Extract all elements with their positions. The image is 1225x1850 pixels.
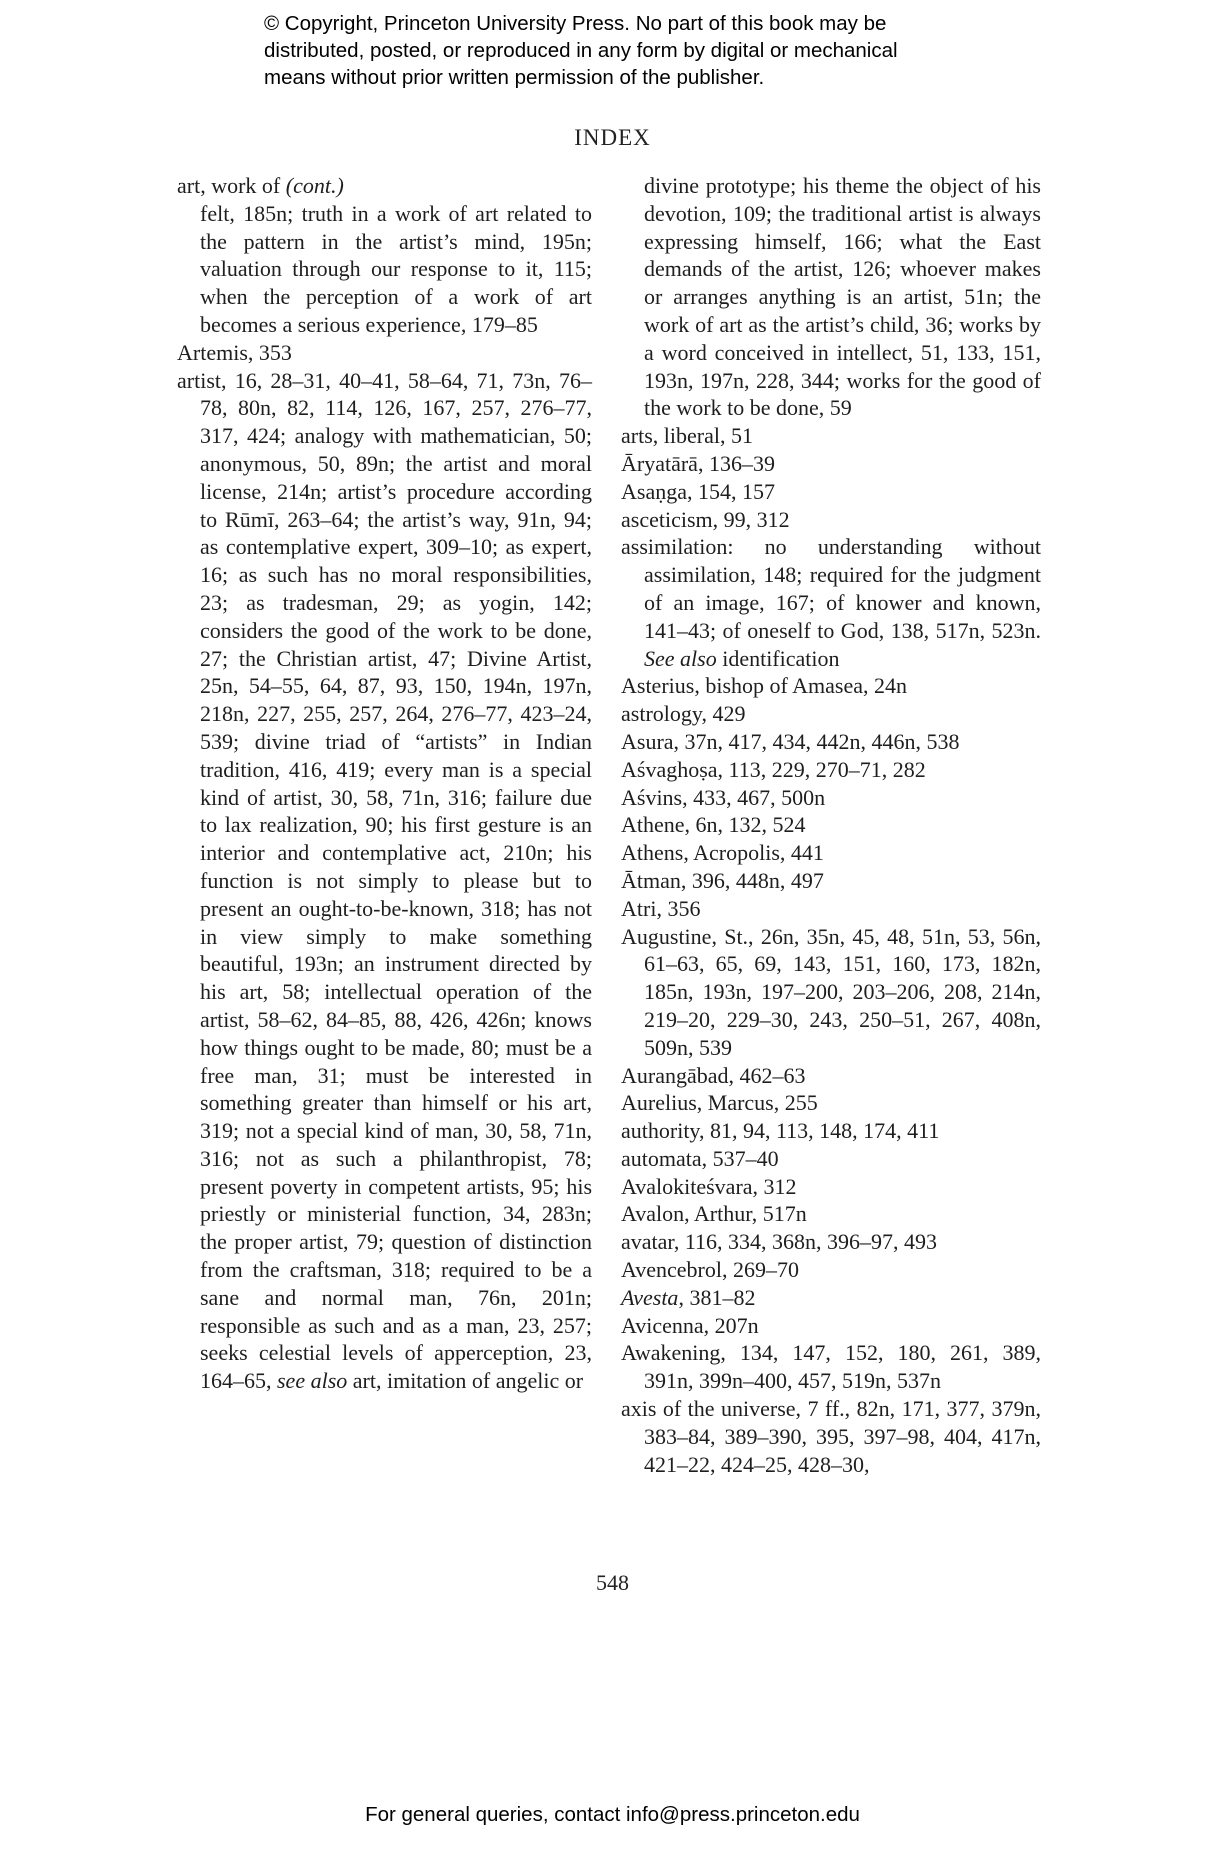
copyright-notice xyxy=(264,10,984,91)
index-entry: astrology, 429 xyxy=(621,701,746,727)
see-also-label: see also xyxy=(277,1368,348,1394)
index-entry xyxy=(621,1284,1041,1312)
index-entry: asceticism, 99, 312 xyxy=(621,506,790,532)
index-entry: Asura, 37n, 417, 434, 442n, 446n, 538 xyxy=(621,728,960,754)
index-entry: Asterius, bishop of Amasea, 24n xyxy=(621,673,907,699)
index-entry: Atri, 356 xyxy=(621,895,701,921)
index-entry xyxy=(177,367,592,1395)
see-also-reference: identification xyxy=(716,645,840,671)
index-entry: Augustine, St., 26n, 35n, 45, 48, 51n, 53, 56n, 61–63, 65, 69, 143, 151, 160, 173, 182n, 185n, 193n, 197–200, 203–206, 208, 214n, 219–20, 229–30, 243, 250–51, 267, 408n, 509n, 539 xyxy=(621,923,1041,1060)
index-continuation: divine prototype; his theme the object of his devotion, 109; the traditional artist is always expressing himself, 166; what the East demands of the artist, 126; whoever makes or arranges anything is an artist, 51n; the work of art as the artist’s child, 36; works by a word conceived in intellect, 51, 133, 151, 193n, 197n, 228, 344; works for the good of the work to be done, 59 xyxy=(644,173,1041,421)
index-entry: Athene, 6n, 132, 524 xyxy=(621,812,806,838)
index-entry: axis of the universe, 7 ff., 82n, 171, 377, 379n, 383–84, 389–390, 395, 397–98, 404, 417n, 421–22, 424–25, 428–30, xyxy=(621,1396,1041,1477)
index-entry: Āryatārā, 136–39 xyxy=(621,450,775,476)
index-entry: Aśvaghoṣa, 113, 229, 270–71, 282 xyxy=(621,756,926,782)
index-heading: art, work of xyxy=(177,173,286,198)
index-entry-pages: , 381–82 xyxy=(678,1284,756,1310)
index-entry: Avicenna, 207n xyxy=(621,1312,759,1338)
index-entry xyxy=(177,172,592,200)
page-title: INDEX xyxy=(574,125,651,150)
index-entry: Artemis, 353 xyxy=(177,339,292,365)
index-entry: Aurangābad, 462–63 xyxy=(621,1062,806,1088)
index-entry: Ātman, 396, 448n, 497 xyxy=(621,867,824,893)
index-entry: avatar, 116, 334, 368n, 396–97, 493 xyxy=(621,1229,938,1255)
index-entry: Avalokiteśvara, 312 xyxy=(621,1173,797,1199)
index-entry: Awakening, 134, 147, 152, 180, 261, 389, 391n, 399n–400, 457, 519n, 537n xyxy=(621,1340,1041,1394)
see-also-label: See also xyxy=(644,645,717,671)
index-entry: Aśvins, 433, 467, 500n xyxy=(621,784,826,810)
index-entry: Athens, Acropolis, 441 xyxy=(621,840,824,866)
index-entry-title: Avesta xyxy=(621,1284,679,1310)
page-number: 548 xyxy=(596,1570,629,1595)
copyright-line: means without prior written permission of the publisher. xyxy=(264,66,765,89)
index-entry-text: artist, 16, 28–31, 40–41, 58–64, 71, 73n, 76–78, 80n, 82, 114, 126, 167, 257, 276–77, 317, 424; analogy with mathematician, 50; anonymous, 50, 89n; the artist and moral license, 214n; artist’s procedure according to Rūmī, 263–64; the artist’s way, 91n, 94; as contemplative expert, 309–10; as expert, 16; as such has no moral responsibilities, 23; as tradesman, 29; as yogin, 142; considers the good of the work to be done, 27; the Christian artist, 47; Divine Artist, 25n, 54–55, 64, 87, 93, 150, 194n, 197n, 218n, 227, 255, 257, 264, 276–77, 423–24, 539; divine triad of “artists” in Indian tradition, 416, 419; every man is a special kind of artist, 30, 58, 71n, 316; failure due to lax realization, 90; his first gesture is an interior and contemplative act, 210n; his function is not simply to please but to present an ought-to-be-known, 318; has not in view simply to make something beautiful, 193n; an instrument directed by his art, 58; intellectual operation of the artist, 58–62, 84–85, 88, 426, 426n; knows how things ought to be made, 80; must be a free man, 31; must be interested in something greater than himself or his art, 319; not a special kind of man, 30, 58, 71n, 316; not as such a philanthropist, 78; present poverty in competent artists, 95; his priestly or ministerial function, 34, 283n; the proper artist, 79; question of distinction from the craftsman, 318; required to be a sane and normal man, 76n, 201n; responsible as such and as a man, 23, 257; seeks celestial levels of apperception, 23, 164–65, xyxy=(177,367,592,1394)
copyright-line: © Copyright, Princeton University Press. No part of this book may be xyxy=(264,12,887,35)
copyright-line: distributed, posted, or reproduced in any form by digital or mechanical xyxy=(264,39,898,62)
index-entry: Aurelius, Marcus, 255 xyxy=(621,1090,818,1116)
index-entry xyxy=(621,533,1041,672)
index-column-right xyxy=(621,172,1041,1478)
index-continuation: felt, 185n; truth in a work of art related to the pattern in the artist’s mind, 195n; valuation through our response to it, 115; when the perception of a work of art becomes a serious experience, 179–85 xyxy=(200,200,592,337)
index-entry: authority, 81, 94, 113, 148, 174, 411 xyxy=(621,1118,940,1144)
index-entry: Avalon, Arthur, 517n xyxy=(621,1201,807,1227)
index-heading-cont: (cont.) xyxy=(285,173,344,198)
see-also-reference: art, imitation of angelic or xyxy=(347,1368,584,1394)
footer-contact: For general queries, contact info@press.princeton.edu xyxy=(365,1803,860,1826)
index-entry-text: assimilation: no understanding without assimilation, 148; required for the judgment of an image, 167; of knower and known, 141–43; of oneself to God, 138, 517n, 523n. xyxy=(621,534,1041,643)
index-entry: Asaṇga, 154, 157 xyxy=(621,478,775,504)
index-entry: automata, 537–40 xyxy=(621,1145,779,1171)
index-column-left xyxy=(177,172,592,1395)
index-entry: arts, liberal, 51 xyxy=(621,423,753,449)
index-entry: Avencebrol, 269–70 xyxy=(621,1257,799,1283)
